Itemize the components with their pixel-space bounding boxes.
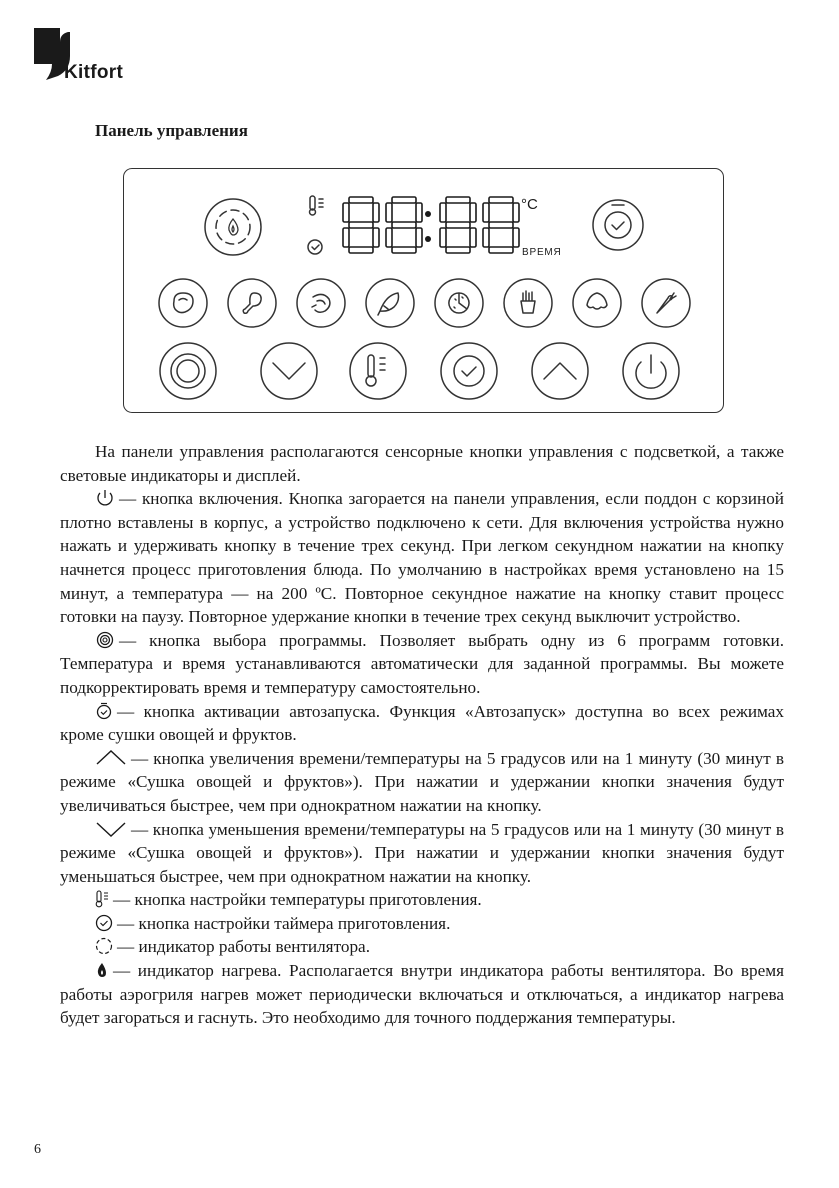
- autostart-text: — кнопка активации автозапуска. Функция «Автозапуск» доступна во всех режимах кроме сушки овощей и фруктов.: [60, 701, 784, 745]
- timer-icon: [95, 914, 115, 932]
- croissant-program-icon[interactable]: [573, 279, 621, 327]
- power-icon: [95, 489, 117, 507]
- chevron-down-icon: [95, 820, 129, 838]
- temperature-text: — кнопка настройки температуры приготовления.: [113, 890, 482, 910]
- shrimp-program-icon[interactable]: [297, 279, 345, 327]
- power-button[interactable]: [623, 343, 679, 399]
- control-panel: [123, 168, 724, 413]
- celsius-label: °C: [521, 196, 538, 213]
- fan-description: [60, 935, 784, 959]
- temperature-button[interactable]: [350, 343, 406, 399]
- display-digit-2: [386, 197, 422, 253]
- decrease-text: — кнопка уменьшения времени/температуры на 5 градусов или на 1 минуту (30 минут в режиме «Сушка овощей и фруктов»). При нажатии и удержании кнопки значения будут уменьшаться быстрее, чем при однократном нажатии на кнопку.: [60, 819, 784, 886]
- chevron-up-icon: [95, 749, 129, 767]
- carrot-program-icon[interactable]: [642, 279, 690, 327]
- fan-indicator-icon[interactable]: [205, 199, 261, 255]
- temperature-description: [60, 888, 784, 912]
- timer-text: — кнопка настройки таймера приготовления.: [117, 913, 451, 933]
- intro-paragraph: На панели управления располагаются сенсорные кнопки управления с подсветкой, а также световые индикаторы и дисплей.: [60, 442, 784, 485]
- increase-text: — кнопка увеличения времени/температуры на 5 градусов или на 1 минуту (30 минут в режиме «Сушка овощей и фруктов»). При нажатии и удержании кнопки значения будут увеличиваться быстрее, чем при однократном нажатии на кнопку.: [60, 748, 784, 815]
- decrease-button[interactable]: [261, 343, 317, 399]
- fries-program-icon[interactable]: [504, 279, 552, 327]
- program-button-text: — кнопка выбора программы. Позволяет выбрать одну из 6 программ готовки. Температура и время устанавливаются автоматически для заданной программы. Вы можете подкорректировать время и температуру самостоятельно.: [60, 630, 784, 697]
- heating-description: [60, 959, 784, 1030]
- program-select-icon: [95, 631, 117, 649]
- display-digit-4: [483, 197, 519, 253]
- pizza-program-icon[interactable]: [435, 279, 483, 327]
- section-title: Панель управления: [95, 121, 248, 140]
- fan-text: — индикатор работы вентилятора.: [117, 937, 370, 957]
- fan-icon: [95, 937, 115, 955]
- decrease-description: [60, 818, 784, 889]
- fish-program-icon[interactable]: [366, 279, 414, 327]
- display-digit-1: [343, 197, 379, 253]
- chicken-leg-program-icon[interactable]: [228, 279, 276, 327]
- power-button-description: [60, 487, 784, 629]
- timer-description: [60, 912, 784, 936]
- steak-program-icon[interactable]: [159, 279, 207, 327]
- seven-segment-display: [343, 197, 519, 253]
- autostart-button[interactable]: [593, 200, 643, 250]
- clock-indicator-icon: [308, 240, 322, 254]
- program-select-button[interactable]: [160, 343, 216, 399]
- description-text: [60, 440, 784, 1030]
- increase-description: [60, 747, 784, 818]
- display-digit-3: [440, 197, 476, 253]
- time-label: ВРЕМЯ: [522, 247, 562, 258]
- power-button-text: — кнопка включения. Кнопка загорается на панели управления, если поддон с корзиной плотно вставлены в корпус, а устройство подключено к сети. Для включения устройства нужно нажать и удерживать кнопку в течение трех секунд. При легком секундном нажатии на кнопку начнется процесс приготовления блюда. По умолчанию в настройках время установлено на 15 минут, а температура — на 200 ºC. Повторное секундное нажатие на кнопку ставит процесс готовки на паузу. Повторное удержание кнопки в течение трех секунд выключит устройство.: [60, 489, 784, 627]
- autostart-icon: [95, 702, 115, 720]
- heating-text: — индикатор нагрева. Располагается внутри индикатора работы вентилятора. Во время работы аэрогриля нагрев может периодически включаться и отключаться, а индикатор нагрева будет загораться и гаснуть. Это необходимо для точного поддержания температуры.: [60, 961, 784, 1028]
- flame-icon: [95, 961, 111, 979]
- timer-button[interactable]: [441, 343, 497, 399]
- autostart-description: [60, 700, 784, 747]
- thermometer-indicator-icon: [310, 196, 324, 215]
- increase-button[interactable]: [532, 343, 588, 399]
- thermometer-icon: [95, 890, 111, 908]
- brand-name: Kitfort: [64, 62, 124, 83]
- page-number: 6: [34, 1142, 41, 1157]
- program-button-description: [60, 629, 784, 700]
